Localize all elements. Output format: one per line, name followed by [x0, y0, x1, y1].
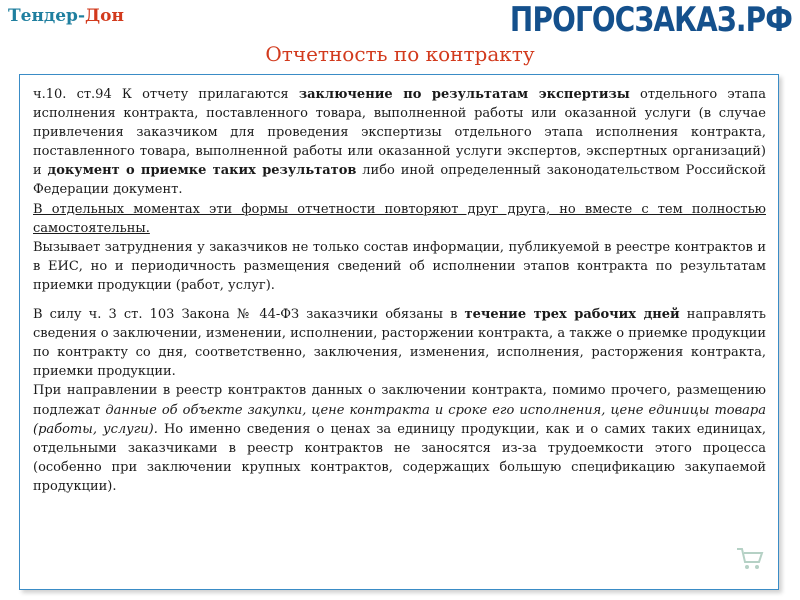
paragraph-1	[33, 85, 766, 200]
paragraph-1-text-2: отдельного этапа исполнения контракта, поставленного товара, выполненной работы или оказанной услуги (в случае привлечения заказчиком для проведения экспертизы отдельного этапа исполнения контракта, поставленного товара, выполненной работы или оказанной услуги экспертов, экспертных организаций) и	[33, 87, 766, 179]
paragraph-1-bold-2: документ о приемке таких результатов	[47, 163, 357, 179]
paragraph-5-italic-1: данные об объекте закупки, цене контракта и сроке его исполнения, цене единицы товара (работы, услуги).	[33, 402, 766, 437]
paragraph-1-text-3: либо иной определенный законодательством Российской Федерации документ.	[33, 163, 767, 198]
paragraph-4	[33, 305, 766, 381]
paragraph-4-text-2: направлять сведения о заключении, изменении, исполнении, расторжении контракта, а также о приемке продукции по контракту со дня, соответственно, заключения, изменения, исполнения, расторжения контракта, приемки продукции.	[33, 307, 766, 380]
brand-part-1: Тендер-	[8, 6, 85, 26]
paragraph-3: Вызывает затруднения у заказчиков не только состав информации, публикуемой в реестре контрактов и в ЕИС, но и периодичность размещения сведений об исполнении этапов контракта по результатам приемки продукции (работ, услуг).	[33, 239, 766, 293]
content-box	[19, 74, 779, 590]
brand-logo	[8, 6, 124, 26]
paragraph-4-text-1: В силу ч. 3 ст. 103 Закона № 44-ФЗ заказчики обязаны в	[33, 307, 465, 323]
paragraph-5-text-1: При направлении в реестр контрактов данных о заключении контракта, помимо прочего, размещению подлежат	[33, 383, 766, 418]
paragraph-2: В отдельных моментах эти формы отчетности повторяют друг друга, но вместе с тем полностью самостоятельны.	[33, 201, 766, 236]
paragraph-5	[33, 381, 766, 496]
brand-part-2: Дон	[85, 6, 124, 26]
cart-watermark-icon	[736, 547, 764, 571]
paragraph-5-text-2: Но именно сведения о ценах за единицу продукции, как и о самих таких единицах, отдельными заказчиками в реестр контрактов не заносятся из-за трудоемкости этого процесса (особенно при заключении крупных контрактов, содержащих большую спецификацию закупаемой продукции).	[33, 421, 767, 494]
paragraph-1-bold-1: заключение по результатам экспертизы	[298, 87, 630, 102]
paragraph-1-text-1: ч.10. ст.94 К отчету прилагаются	[33, 87, 299, 102]
paragraph-4-bold-1: течение трех рабочих дней	[464, 307, 680, 323]
page-title: Отчетность по контракту	[265, 42, 535, 66]
site-logo: ПРОГОСЗАКАЗ.РФ	[509, 0, 792, 40]
